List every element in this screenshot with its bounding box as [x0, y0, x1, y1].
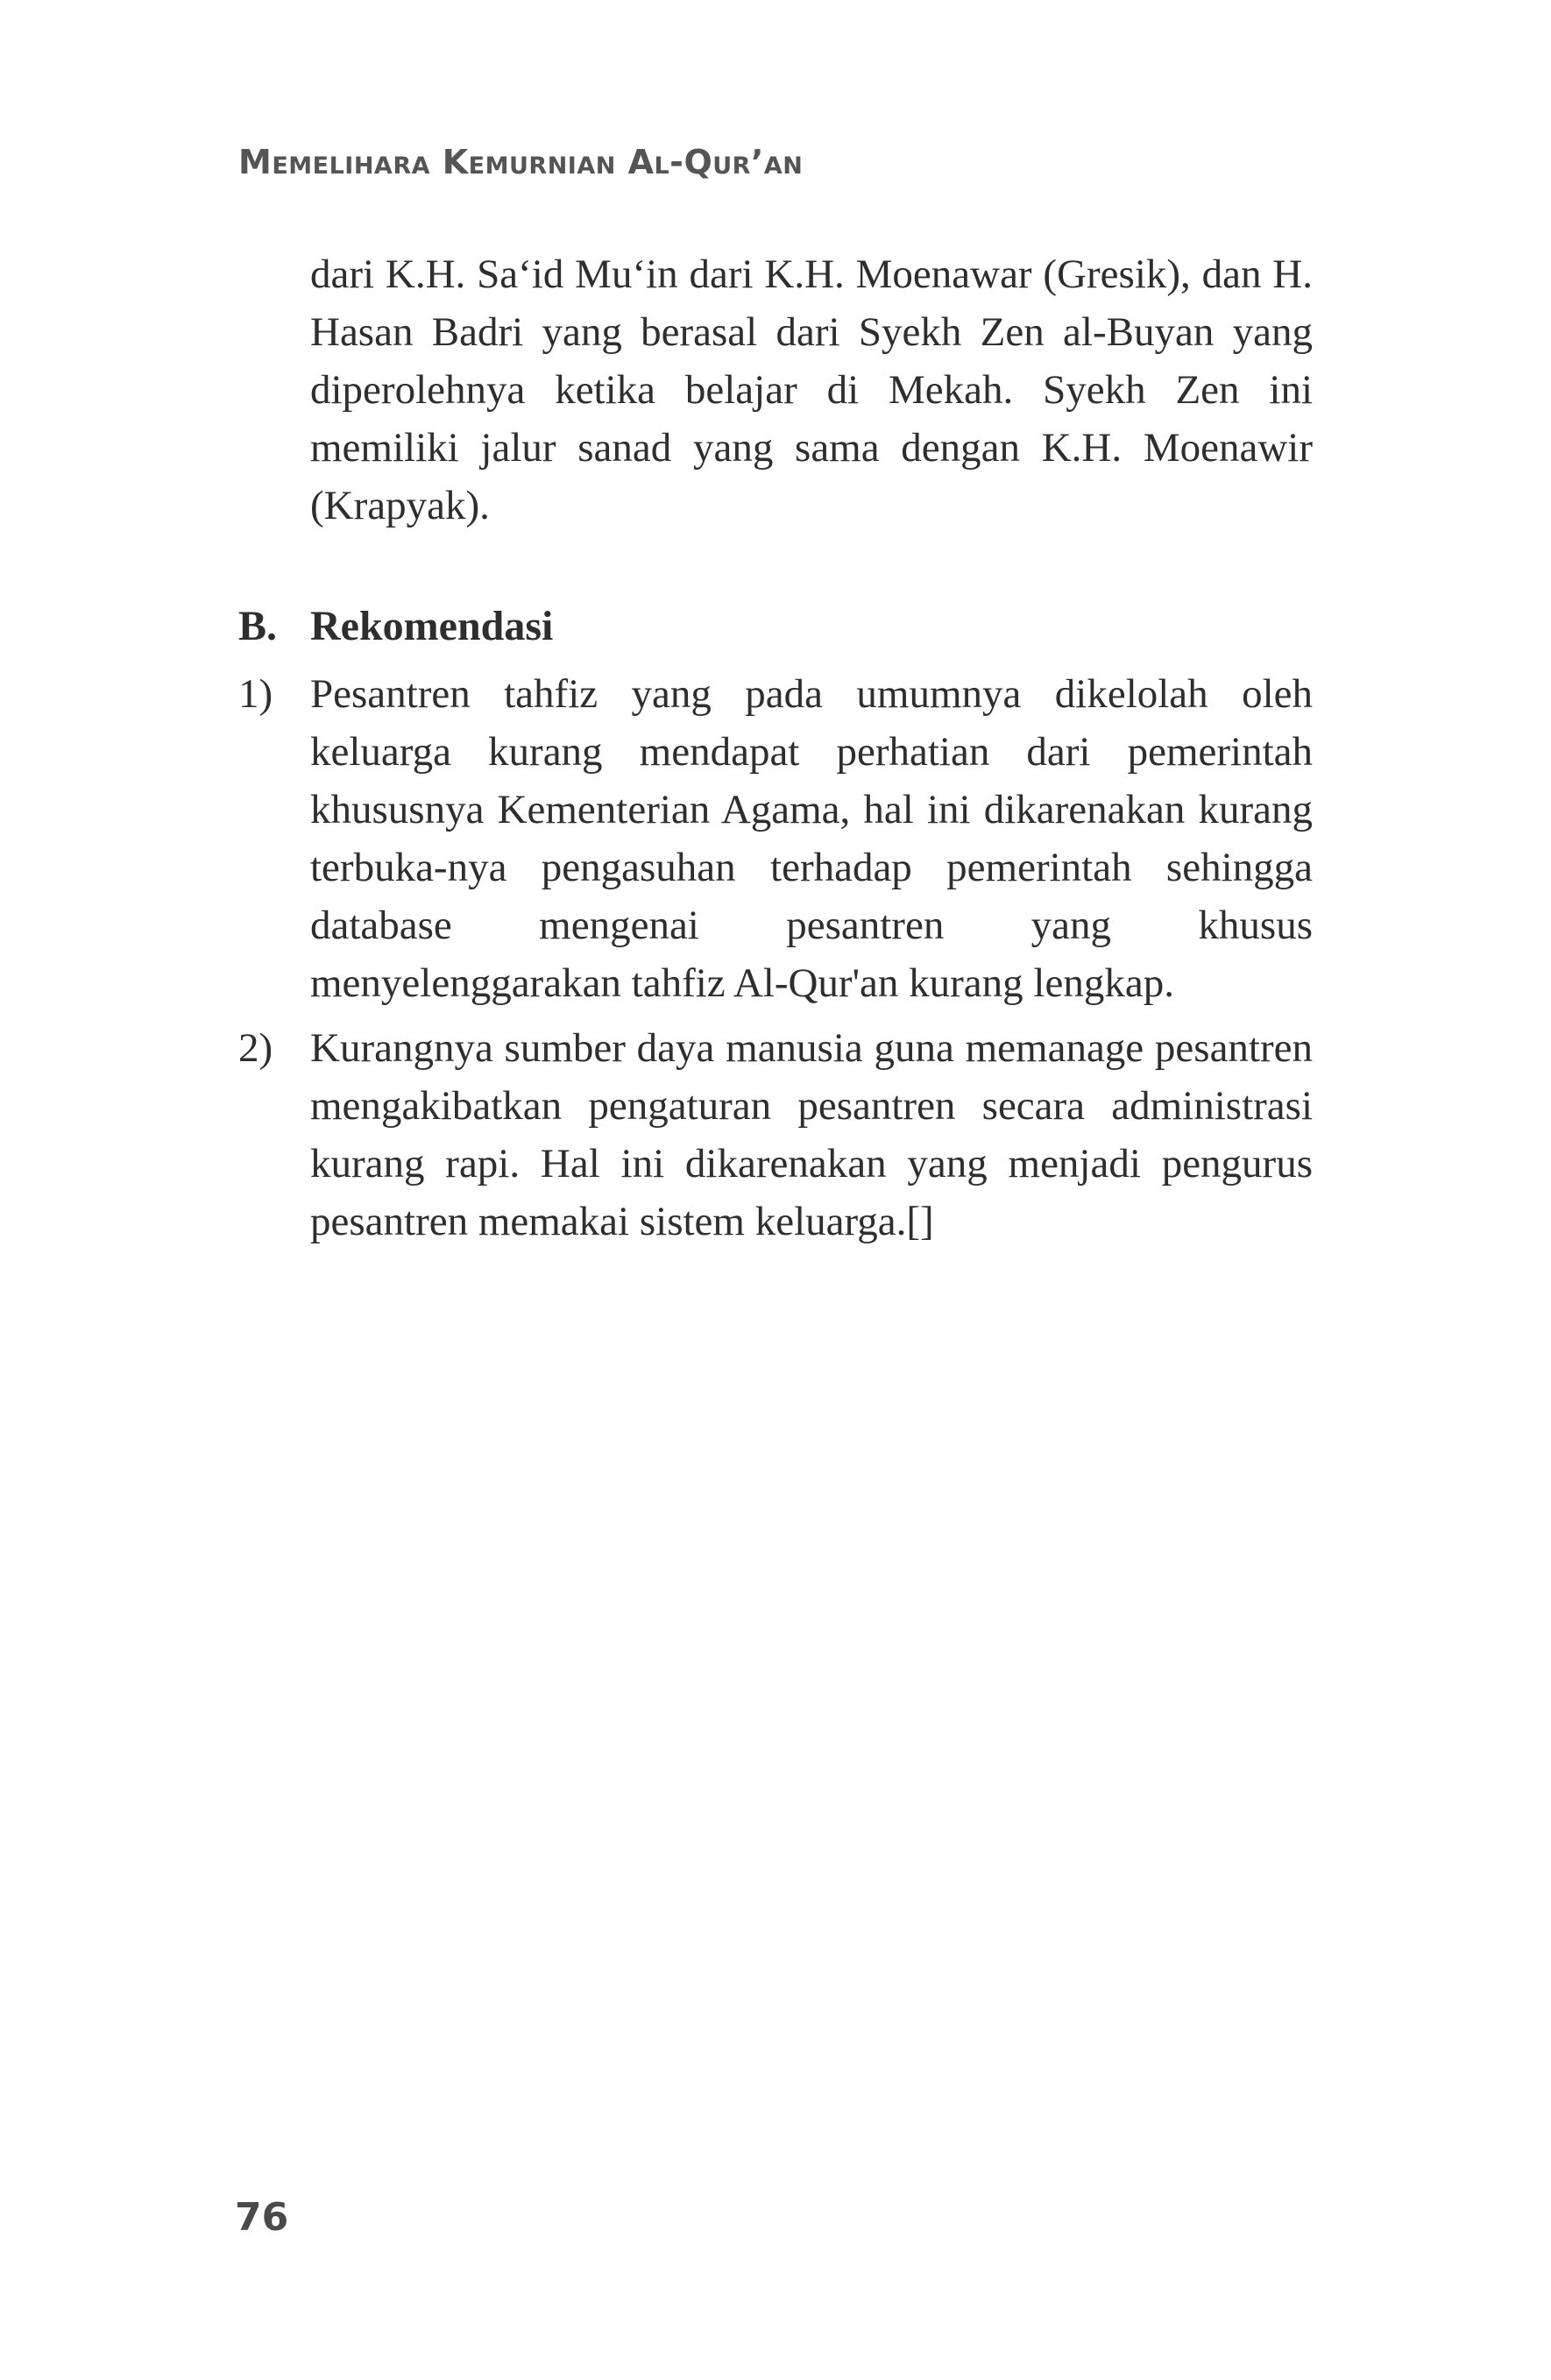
running-header: Memelihara Kemurnian Al-Qur’an — [238, 143, 804, 181]
list-item-text: Pesantren tahfiz yang pada umumnya dikelolah oleh keluarga kurang mendapat perhatian dari pemerintah khususnya Kementerian Agama, hal ini dikarenakan kurang terbuka-nya pengasuhan terhadap pemerintah sehingga database mengenai pesantren yang khusus menyelenggarakan tahfiz Al-Qur'an kurang lengkap. — [310, 671, 1313, 1006]
list-item — [238, 665, 1313, 1012]
section-heading — [238, 598, 1313, 655]
list-item-number: 2) — [238, 1025, 273, 1071]
list-item-text: Kurangnya sumber daya manusia guna memanage pesantren mengakibatkan pengaturan pesantren secara administrasi kurang rapi. Hal ini dikarenakan yang menjadi pengurus pesantren memakai sistem keluarga.[] — [310, 1025, 1313, 1244]
recommendation-list — [238, 665, 1313, 1250]
page-number: 76 — [235, 2195, 289, 2240]
list-item — [238, 1019, 1313, 1250]
list-item-number: 1) — [238, 671, 273, 717]
section-letter: B. — [238, 603, 278, 649]
intro-paragraph: dari K.H. Sa‘id Mu‘in dari K.H. Moenawar (Gresik), dan H. Hasan Badri yang berasal dari Syekh Zen al-Buyan yang diperolehnya ketika belajar di Mekah. Syekh Zen ini memiliki jalur sanad yang sama dengan K.H. Moenawir (Krapyak). — [310, 251, 1313, 528]
section-title: Rekomendasi — [310, 603, 554, 649]
